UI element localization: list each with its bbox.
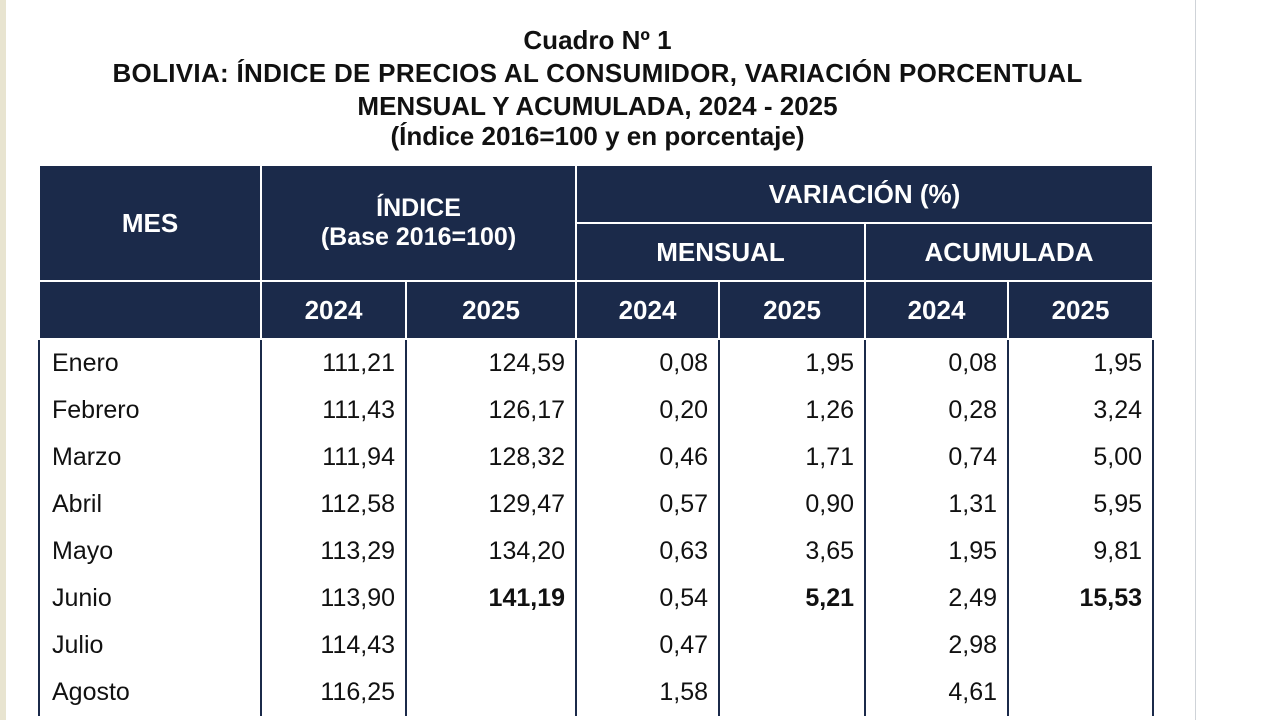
cell-acumulada-2024: 0,28 [865, 387, 1008, 434]
table-row [39, 481, 1153, 528]
cell-acumulada-2024: 4,61 [865, 669, 1008, 716]
cell-mensual-2024: 0,47 [576, 622, 719, 669]
cell-acumulada-2025 [1008, 622, 1153, 669]
cell-acumulada-2025: 5,95 [1008, 481, 1153, 528]
cell-mes: Julio [39, 622, 261, 669]
header-variacion: VARIACIÓN (%) [576, 165, 1153, 223]
header-mensual: MENSUAL [576, 223, 865, 281]
header-year: 2025 [406, 281, 576, 339]
cell-acumulada-2025 [1008, 669, 1153, 716]
table-title [20, 24, 1175, 150]
cell-mensual-2024: 0,08 [576, 339, 719, 387]
cell-indice-2024: 112,58 [261, 481, 406, 528]
cell-mes: Agosto [39, 669, 261, 716]
title-line-1: Cuadro Nº 1 [523, 25, 672, 55]
header-mes-blank [39, 281, 261, 339]
header-year: 2025 [719, 281, 865, 339]
header-year: 2024 [261, 281, 406, 339]
cell-indice-2024: 111,21 [261, 339, 406, 387]
header-acumulada: ACUMULADA [865, 223, 1153, 281]
header-mes: MES [39, 165, 261, 281]
table-row [39, 387, 1153, 434]
cell-acumulada-2024: 2,98 [865, 622, 1008, 669]
cell-mensual-2025 [719, 669, 865, 716]
cell-mes: Enero [39, 339, 261, 387]
cell-indice-2025 [406, 622, 576, 669]
cell-indice-2025: 124,59 [406, 339, 576, 387]
title-line-3: MENSUAL Y ACUMULADA, 2024 - 2025 [357, 91, 838, 121]
cell-acumulada-2025: 1,95 [1008, 339, 1153, 387]
cell-mensual-2024: 0,20 [576, 387, 719, 434]
cell-indice-2024: 116,25 [261, 669, 406, 716]
cell-acumulada-2025: 5,00 [1008, 434, 1153, 481]
cell-mes: Febrero [39, 387, 261, 434]
cell-indice-2024: 111,43 [261, 387, 406, 434]
header-indice-base: (Base 2016=100) [320, 223, 517, 251]
cell-acumulada-2025: 9,81 [1008, 528, 1153, 575]
cell-indice-2025: 134,20 [406, 528, 576, 575]
table-row [39, 669, 1153, 716]
cell-acumulada-2025: 15,53 [1008, 575, 1153, 622]
cpi-table [38, 164, 1154, 716]
cell-acumulada-2024: 1,95 [865, 528, 1008, 575]
cell-acumulada-2024: 2,49 [865, 575, 1008, 622]
cell-mensual-2024: 0,46 [576, 434, 719, 481]
cell-mes: Mayo [39, 528, 261, 575]
cell-mes: Junio [39, 575, 261, 622]
cell-indice-2024: 113,90 [261, 575, 406, 622]
title-line-2: BOLIVIA: ÍNDICE DE PRECIOS AL CONSUMIDOR, VARIACIÓN PORCENTUAL [112, 58, 1083, 88]
cell-acumulada-2025: 3,24 [1008, 387, 1153, 434]
cell-mensual-2025: 1,95 [719, 339, 865, 387]
table-row [39, 622, 1153, 669]
cell-indice-2025: 126,17 [406, 387, 576, 434]
cell-indice-2025: 128,32 [406, 434, 576, 481]
cell-mensual-2025: 1,71 [719, 434, 865, 481]
table-row [39, 575, 1153, 622]
cell-mes: Abril [39, 481, 261, 528]
cell-mensual-2024: 0,57 [576, 481, 719, 528]
header-year: 2024 [576, 281, 719, 339]
header-indice [261, 165, 576, 281]
header-year: 2024 [865, 281, 1008, 339]
title-line-4: (Índice 2016=100 y en porcentaje) [390, 121, 805, 151]
header-year: 2025 [1008, 281, 1153, 339]
left-edge [0, 0, 6, 720]
cell-mensual-2025: 5,21 [719, 575, 865, 622]
cell-mensual-2024: 0,54 [576, 575, 719, 622]
cell-acumulada-2024: 0,08 [865, 339, 1008, 387]
cell-indice-2025: 129,47 [406, 481, 576, 528]
cell-indice-2025: 141,19 [406, 575, 576, 622]
cell-indice-2024: 113,29 [261, 528, 406, 575]
cell-indice-2024: 114,43 [261, 622, 406, 669]
page-right-margin [1195, 0, 1280, 720]
table-row [39, 339, 1153, 387]
cell-acumulada-2024: 1,31 [865, 481, 1008, 528]
cell-mensual-2024: 1,58 [576, 669, 719, 716]
header-indice-label: ÍNDICE [376, 194, 461, 222]
table-row [39, 528, 1153, 575]
cell-mes: Marzo [39, 434, 261, 481]
table-row [39, 434, 1153, 481]
cell-mensual-2025 [719, 622, 865, 669]
cell-mensual-2025: 0,90 [719, 481, 865, 528]
cell-mensual-2025: 3,65 [719, 528, 865, 575]
cell-mensual-2025: 1,26 [719, 387, 865, 434]
cell-indice-2025 [406, 669, 576, 716]
cell-acumulada-2024: 0,74 [865, 434, 1008, 481]
cell-mensual-2024: 0,63 [576, 528, 719, 575]
cell-indice-2024: 111,94 [261, 434, 406, 481]
